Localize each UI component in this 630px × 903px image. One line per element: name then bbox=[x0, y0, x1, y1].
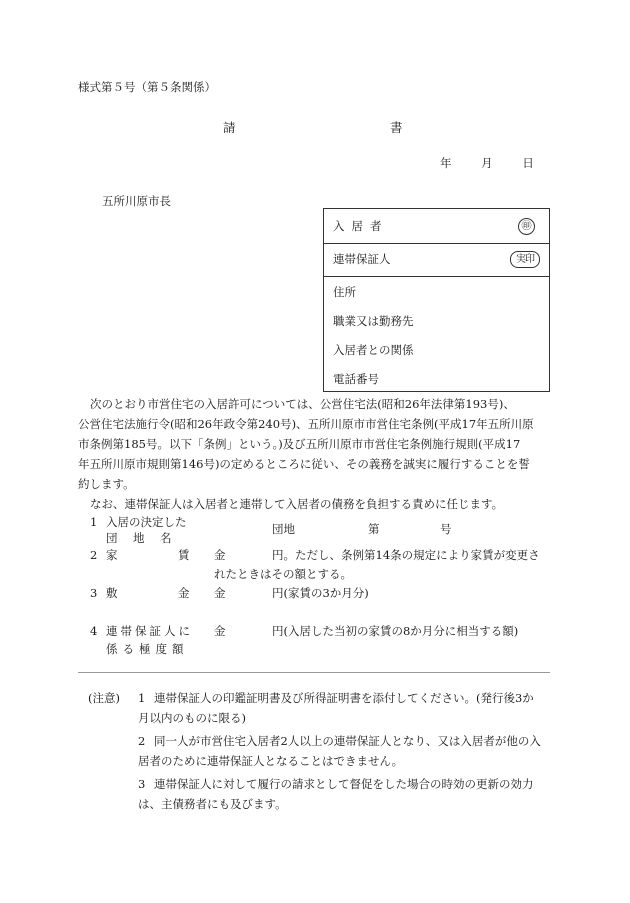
item-2-kin: 金 bbox=[214, 548, 226, 562]
pledge-line: 公営住宅法施行令(昭和26年政令第240号)、五所川原市市営住宅条例(平成17年五所川原 bbox=[78, 417, 534, 431]
addressee: 五所川原市長 bbox=[102, 194, 171, 208]
item-3-label-b: 金 bbox=[178, 586, 190, 600]
notes-heading: (注意) bbox=[88, 691, 120, 705]
item-1-go: 号 bbox=[440, 522, 452, 536]
pledge-paragraph bbox=[78, 394, 552, 514]
note-3-line2: は、主債務者にも及びます。 bbox=[138, 797, 287, 811]
note-3-number: 3 bbox=[138, 777, 146, 791]
item-4-text: 円(入居した当初の家賃の8か月分に相当する額) bbox=[272, 624, 519, 638]
pledge-line: 市条例第185号。以下「条例」という。)及び五所川原市市営住宅条例施行規則(平成17 bbox=[78, 437, 521, 451]
pledge-line: 約します。 bbox=[78, 477, 135, 491]
address-label: 住所 bbox=[333, 285, 356, 299]
item-3-text: 円(家賃の3か月分) bbox=[272, 586, 369, 600]
item-4-label-b: 係る極度額 bbox=[106, 642, 189, 656]
relation-label: 入居者との関係 bbox=[333, 343, 414, 357]
item-2-label-a: 家 bbox=[106, 548, 118, 562]
item-1-label-a: 入居の決定した bbox=[106, 515, 187, 529]
item-2-text: 円。ただし、条例第14条の規定により家賃が変更さ bbox=[272, 548, 540, 562]
item-1-danchi: 団地 bbox=[272, 522, 295, 536]
item-4-number: 4 bbox=[90, 624, 98, 638]
occupation-label: 職業又は勤務先 bbox=[333, 314, 414, 328]
note-2-line2: 居者のために連帯保証人となることはできません。 bbox=[138, 754, 404, 768]
guarantor-label: 連帯保証人 bbox=[333, 252, 391, 266]
resident-label: 入居者 bbox=[333, 219, 389, 233]
note-1-line2: 月以内のものに限る) bbox=[138, 711, 246, 725]
guarantor-paragraph: なお、連帯保証人は入居者と連帯して入居者の債務を負担する責めに任じます。 bbox=[90, 497, 504, 511]
item-4-kin: 金 bbox=[214, 624, 226, 638]
date-month: 月 bbox=[481, 156, 493, 170]
item-3-kin: 金 bbox=[214, 586, 226, 600]
item-2-label-b: 賃 bbox=[178, 548, 190, 562]
document-title-right: 書 bbox=[390, 120, 403, 135]
document-title-left: 請 bbox=[223, 120, 236, 135]
resident-row bbox=[324, 209, 549, 244]
note-3-line1: 連帯保証人に対して履行の請求として督促をした場合の時効の更新の効力 bbox=[154, 777, 534, 791]
signature-box bbox=[323, 208, 550, 392]
guarantor-seal-mark: 実印 bbox=[510, 251, 540, 268]
phone-label: 電話番号 bbox=[333, 372, 379, 386]
form-number: 様式第５号（第５条関係） bbox=[78, 80, 216, 94]
guarantor-row bbox=[324, 243, 549, 277]
pledge-line: 年五所川原市規則第146号)の定めるところに従い、その義務を誠実に履行することを誓 bbox=[78, 457, 530, 471]
divider-line bbox=[78, 672, 550, 673]
item-2-number: 2 bbox=[90, 548, 98, 562]
date-line bbox=[440, 155, 534, 172]
pledge-line: 次のとおり市営住宅の入居許可については、公営住宅法(昭和26年法律第193号)、 bbox=[90, 397, 515, 411]
item-3-number: 3 bbox=[90, 586, 98, 600]
item-2-text-cont: れたときはその額とする。 bbox=[214, 567, 352, 581]
resident-seal-mark: ㊞ bbox=[518, 218, 535, 235]
item-3-label-a: 敷 bbox=[106, 586, 118, 600]
item-1-dai: 第 bbox=[368, 522, 380, 536]
note-1-line1: 連帯保証人の印鑑証明書及び所得証明書を添付してください。(発行後3か bbox=[154, 691, 534, 705]
date-day: 日 bbox=[522, 156, 534, 170]
date-year: 年 bbox=[440, 156, 452, 170]
item-4-label-a: 連帯保証人に bbox=[106, 624, 193, 638]
note-2-number: 2 bbox=[138, 734, 146, 748]
item-1-number: 1 bbox=[90, 515, 98, 529]
item-1-label-b: 団 地 名 bbox=[106, 531, 174, 545]
note-1-number: 1 bbox=[138, 691, 146, 705]
note-2-line1: 同一人が市営住宅入居者2人以上の連帯保証人となり、又は入居者が他の入 bbox=[154, 734, 541, 748]
